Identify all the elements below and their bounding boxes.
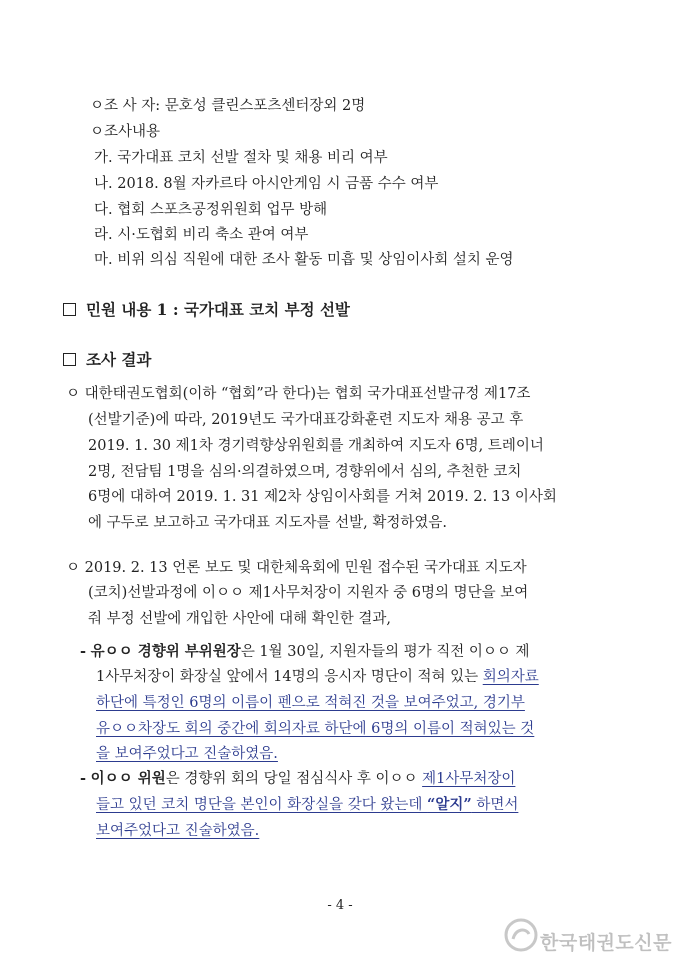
dash1-text: 1사무처장이 화장실 앞에서 14명의 응시자 명단이 적혀 있는	[96, 669, 483, 685]
investigator-line: ㅇ조 사 자: 문호성 클린스포츠센터장외 2명	[90, 98, 366, 114]
underlined-text: 회의자료	[482, 669, 539, 685]
contents-item: 나. 2018. 8월 자카르타 아시안게임 시 금품 수수 여부	[94, 176, 439, 192]
dash2-text: 은 경향위 회의 당일 점심식사 후 이ㅇㅇ	[165, 771, 423, 787]
witness-name: 유ㅇㅇ 경향위 부위원장	[90, 643, 241, 660]
underlined-text: 하면서	[471, 797, 519, 813]
para1-line: ㅇ 대한태권도협회(이하 “협회”라 한다)는 협회 국가대표선발규정 제17조	[66, 386, 531, 402]
dash2-line	[80, 769, 515, 789]
dash2-line	[96, 795, 518, 815]
section-title: 민원 내용 1 : 국가대표 코치 부정 선발	[86, 300, 350, 319]
witness-name: 이ㅇㅇ 위원	[90, 770, 166, 787]
para2-line: 줘 부정 선발에 개입한 사안에 대해 확인한 결과,	[88, 611, 392, 627]
dash1-line	[96, 667, 539, 687]
contents-item: 마. 비위 의심 직원에 대한 조사 활동 미흡 및 상임이사회 설치 운영	[94, 252, 514, 268]
underlined-text: 유ㅇㅇ차장도 회의 중간에 회의자료 하단에 6명의 이름이 적혀있는 것	[96, 721, 535, 737]
contents-label: ㅇ조사내용	[90, 124, 161, 140]
underlined-text: 하단에 특정인 6명의 이름이 펜으로 적혀진 것을 보여주었고, 경기부	[96, 695, 525, 711]
para1-line: (선발기준)에 따라, 2019년도 국가대표강화훈련 지도자 채용 공고 후	[88, 412, 524, 428]
dash-bullet: -	[80, 643, 87, 660]
underlined-text: 보여주었다고 진술하였음.	[96, 823, 260, 839]
underlined-text: 제1사무처장이	[422, 771, 516, 787]
section-title: 조사 결과	[86, 350, 152, 369]
contents-item: 라. 시·도협회 비리 축소 관여 여부	[94, 227, 309, 243]
underlined-text: 을 보여주었다고 진술하였음.	[96, 746, 278, 762]
para1-line: 6명에 대하여 2019. 1. 31 제2차 상임이사회를 거쳐 2019. 2. 13 이사회	[88, 489, 557, 505]
watermark-text: 한국태권도신문	[540, 932, 672, 954]
para2-line: (코치)선발과정에 이ㅇㅇ 제1사무처장이 지원자 중 6명의 명단을 보여	[88, 585, 529, 601]
dash1-text: 은 1월 30일, 지원자들의 평가 직전 이ㅇㅇ 제	[240, 644, 530, 660]
quoted-remark: “알지”	[427, 796, 472, 813]
para1-line: 에 구두로 보고하고 국가대표 지도자를 선발, 확정하였음.	[88, 515, 448, 531]
underlined-text: 들고 있던 코치 명단을 본인이 화장실을 갖다 왔는데	[96, 797, 428, 813]
checkbox-square-icon	[63, 303, 76, 316]
section-heading-complaint	[63, 300, 350, 320]
watermark-logo-icon	[504, 918, 538, 952]
para1-line: 2019. 1. 30 제1차 경기력향상위원회를 개최하여 지도자 6명, 트레이너	[88, 438, 544, 454]
contents-item: 다. 협회 스포츠공정위원회 업무 방해	[94, 202, 328, 218]
section-heading-results	[63, 350, 151, 370]
dash1-line	[80, 642, 529, 662]
dash-bullet: -	[80, 770, 87, 787]
para1-line: 2명, 전담팀 1명을 심의·의결하였으며, 경향위에서 심의, 추천한 코치	[88, 464, 522, 480]
page-number: - 4 -	[327, 898, 353, 913]
contents-item: 가. 국가대표 코치 선발 절차 및 채용 비리 여부	[94, 150, 388, 166]
para2-line: ㅇ 2019. 2. 13 언론 보도 및 대한체육회에 민원 접수된 국가대표 지도자	[66, 560, 527, 576]
checkbox-square-icon	[63, 353, 76, 366]
